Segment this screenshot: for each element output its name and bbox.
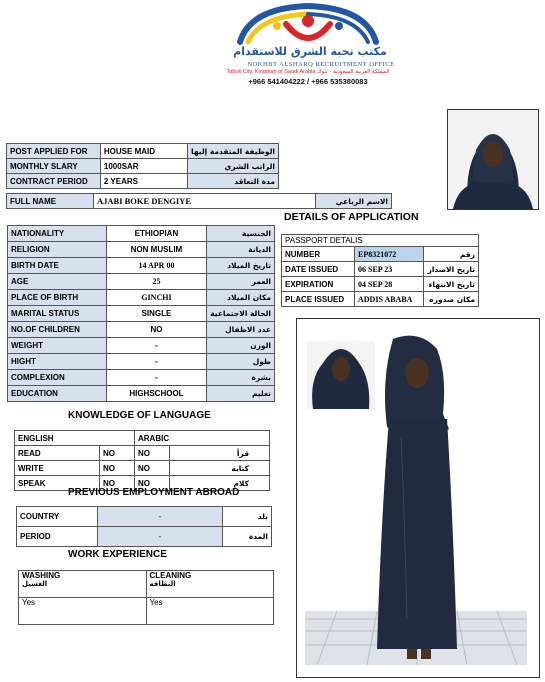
detail-arabic: عدد الاطفال	[207, 322, 275, 338]
monthly-salary-value: 1000SAR	[100, 159, 187, 174]
table-row	[17, 507, 272, 527]
employment-table	[16, 506, 272, 547]
washing-value: Yes	[19, 598, 147, 625]
cleaning-label: CLEANING	[149, 571, 192, 580]
table-row	[8, 370, 275, 386]
detail-label: RELIGION	[8, 242, 107, 258]
applicant-full-body-photo-frame	[296, 318, 540, 678]
detail-arabic: بشرة	[207, 370, 275, 386]
language-arabic-value: NO	[135, 446, 170, 461]
table-row	[8, 290, 275, 306]
table-row	[17, 527, 272, 547]
details-table	[7, 225, 275, 402]
detail-label: COMPLEXION	[8, 370, 107, 386]
post-applied-label: POST APPLIED FOR	[7, 144, 101, 159]
company-location-arabic: المملكة العربية السعودية - تبوك	[316, 69, 390, 75]
detail-value: SINGLE	[106, 306, 207, 322]
table-row	[8, 386, 275, 402]
employment-arabic: المدة	[223, 527, 272, 547]
language-skill-label: WRITE	[15, 461, 100, 476]
full-name-arabic: الاسم الرباعي	[316, 194, 392, 209]
monthly-salary-label: MONTHLY SLARY	[7, 159, 101, 174]
table-row	[282, 277, 479, 292]
washing-label: WASHING	[22, 571, 61, 580]
table-row	[19, 598, 274, 625]
language-english-value: NO	[100, 446, 135, 461]
language-skill-arabic: قرأ	[170, 446, 270, 461]
detail-label: MARITAL STATUS	[8, 306, 107, 322]
contract-period-label: CONTRACT PERIOD	[7, 174, 101, 189]
employment-value: -	[98, 507, 223, 527]
passport-value: 06 SEP 23	[355, 262, 424, 277]
language-header-english: ENGLISH	[15, 431, 135, 446]
passport-label: DATE ISSUED	[282, 262, 355, 277]
language-english-value: NO	[100, 461, 135, 476]
table-row	[19, 571, 274, 598]
passport-arabic: تاريخ الاصدار	[424, 262, 479, 277]
passport-arabic: رقم	[424, 247, 479, 262]
detail-arabic: تعليم	[207, 386, 275, 402]
detail-label: EDUCATION	[8, 386, 107, 402]
table-row	[8, 306, 275, 322]
detail-label: BIRTH DATE	[8, 258, 107, 274]
detail-label: HIGHT	[8, 354, 107, 370]
washing-header	[19, 571, 147, 598]
detail-value: HIGHSCHOOL	[106, 386, 207, 402]
company-logo	[190, 2, 426, 86]
detail-arabic: الوزن	[207, 338, 275, 354]
table-row	[7, 174, 279, 189]
detail-value: ETHIOPIAN	[106, 226, 207, 242]
table-row	[7, 144, 279, 159]
table-row	[15, 431, 270, 446]
detail-arabic: طول	[207, 354, 275, 370]
work-experience-title: WORK EXPERIENCE	[68, 549, 167, 560]
details-of-application-title: DETAILS OF APPLICATION	[284, 211, 419, 223]
detail-arabic: العمر	[207, 274, 275, 290]
detail-label: AGE	[8, 274, 107, 290]
company-phones: +966 541404222 / +966 535380083	[248, 77, 368, 86]
full-name-value: AJABI BOKE DENGIYE	[94, 194, 316, 209]
employment-value: -	[98, 527, 223, 547]
language-table	[14, 430, 270, 491]
work-experience-table	[18, 570, 274, 625]
language-header-arabic: ARABIC	[135, 431, 270, 446]
employment-arabic: بلد	[223, 507, 272, 527]
table-row	[8, 226, 275, 242]
detail-value: GINCHI	[106, 290, 207, 306]
contract-period-arabic: مدة التعاقد	[188, 174, 279, 189]
employment-label: PERIOD	[17, 527, 98, 547]
post-applied-value: HOUSE MAID	[100, 144, 187, 159]
detail-label: NO.OF CHILDREN	[8, 322, 107, 338]
table-row	[282, 262, 479, 277]
position-table	[6, 143, 279, 189]
table-row	[8, 354, 275, 370]
passport-arabic: تاريخ الانتهاء	[424, 277, 479, 292]
detail-value: -	[106, 354, 207, 370]
detail-value: 25	[106, 274, 207, 290]
passport-value: ADDIS ABABA	[355, 292, 424, 307]
detail-value: 14 APR 00	[106, 258, 207, 274]
table-row	[15, 446, 270, 461]
table-row	[282, 292, 479, 307]
passport-table	[281, 234, 479, 307]
passport-arabic: مكان صدوره	[424, 292, 479, 307]
detail-value: NON MUSLIM	[106, 242, 207, 258]
language-skill-label: READ	[15, 446, 100, 461]
company-name-arabic: مكتب نخبة الشرق للاستقدام	[233, 45, 387, 58]
detail-arabic: الحالة الاجتماعية	[207, 306, 275, 322]
detail-label: NATIONALITY	[8, 226, 107, 242]
washing-arabic: الغسيل	[22, 580, 48, 588]
table-row	[282, 247, 479, 262]
passport-label: EXPIRATION	[282, 277, 355, 292]
detail-arabic: تاريخ الميلاد	[207, 258, 275, 274]
knowledge-of-language-title: KNOWLEDGE OF LANGUAGE	[68, 410, 211, 421]
previous-employment-title: PREVIOUS EMPLOYMENT ABROAD	[68, 487, 240, 498]
employment-label: COUNTRY	[17, 507, 98, 527]
monthly-salary-arabic: الراتب الشري	[188, 159, 279, 174]
contract-period-value: 2 YEARS	[100, 174, 187, 189]
detail-arabic: مكان الميلاد	[207, 290, 275, 306]
detail-value: -	[106, 338, 207, 354]
table-row	[7, 194, 392, 209]
cleaning-arabic: النظافه	[149, 580, 176, 588]
full-name-label: FULL NAME	[7, 194, 94, 209]
passport-value: EP8321072	[355, 247, 424, 262]
table-row	[282, 235, 479, 247]
company-name-english: NOKHBT ALSHARQ RECRUITMENT OFFICE	[247, 61, 395, 68]
passport-title: PASSPORT DETALIS	[282, 235, 479, 247]
detail-label: PLACE OF BIRTH	[8, 290, 107, 306]
table-row	[7, 159, 279, 174]
post-applied-arabic: الوظيفة المتقدمة إليها	[188, 144, 279, 159]
language-arabic-value: NO	[135, 476, 170, 491]
detail-value: -	[106, 370, 207, 386]
full-name-table	[6, 193, 392, 209]
table-row	[15, 461, 270, 476]
table-row	[8, 322, 275, 338]
applicant-small-photo	[307, 341, 375, 409]
detail-arabic: الديانة	[207, 242, 275, 258]
table-row	[8, 242, 275, 258]
table-row	[8, 258, 275, 274]
language-skill-arabic: كلام	[170, 476, 270, 491]
detail-value: NO	[106, 322, 207, 338]
passport-label: NUMBER	[282, 247, 355, 262]
passport-value: 04 SEP 28	[355, 277, 424, 292]
language-arabic-value: NO	[135, 461, 170, 476]
language-skill-label: SPEAK	[15, 476, 100, 491]
detail-arabic: الجنسية	[207, 226, 275, 242]
company-location-english: Tabuk City, Kingdom of Saudi Arabia	[226, 69, 316, 75]
passport-label: PLACE ISSUED	[282, 292, 355, 307]
applicant-portrait-photo	[447, 109, 539, 210]
table-row	[8, 274, 275, 290]
detail-label: WEIGHT	[8, 338, 107, 354]
language-skill-arabic: كتابه	[170, 461, 270, 476]
language-english-value: NO	[100, 476, 135, 491]
table-row	[8, 338, 275, 354]
cleaning-value: Yes	[146, 598, 274, 625]
cleaning-header	[146, 571, 274, 598]
